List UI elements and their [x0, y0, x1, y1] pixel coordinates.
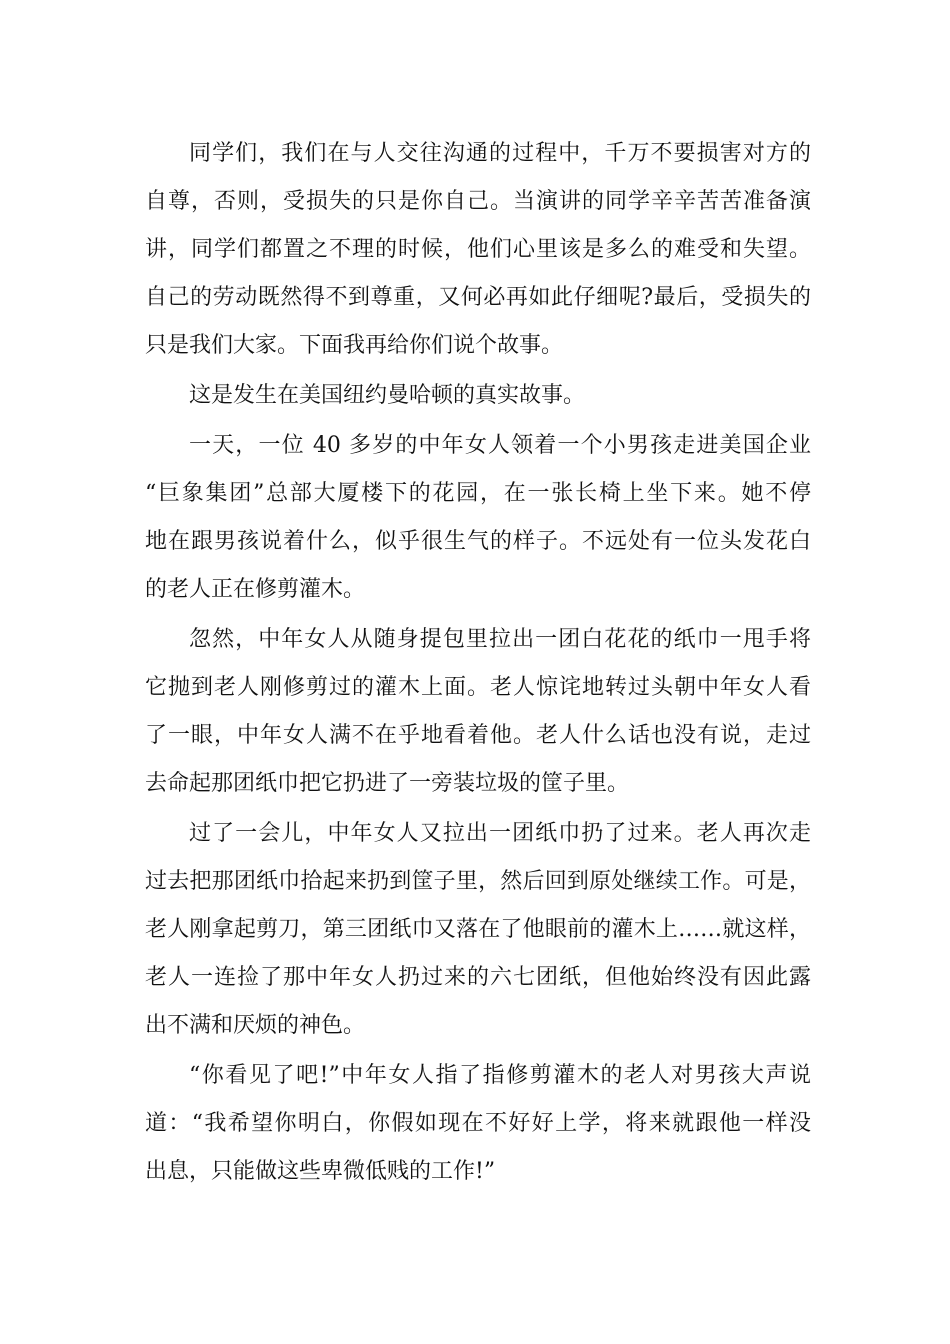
text-line: 自尊，否则，受损失的只是你自己。当演讲的同学辛辛苦苦准备演 — [145, 189, 811, 214]
text-line: 自己的劳动既然得不到尊重，又何必再如此仔细呢?最后，受损失的 — [145, 285, 811, 310]
text-line: 老人刚拿起剪刀，第三团纸巾又落在了他眼前的灌木上……就这样， — [145, 917, 811, 942]
paragraph-1 — [145, 130, 811, 370]
text-line: 忽然，中年女人从随身提包里拉出一团白花花的纸巾一甩手将 — [189, 627, 811, 652]
text-line: 讲，同学们都置之不理的时候，他们心里该是多么的难受和失望。 — [145, 237, 811, 262]
text-line: “你看见了吧!”中年女人指了指修剪灌木的老人对男孩大声说 — [189, 1063, 811, 1088]
text-line: 地在跟男孩说着什么，似乎很生气的样子。不远处有一位头发花白 — [145, 529, 811, 554]
paragraph-4 — [145, 616, 811, 808]
text-line: 道：“我希望你明白，你假如现在不好好上学，将来就跟他一样没 — [145, 1111, 811, 1136]
text-line: 同学们，我们在与人交往沟通的过程中，千万不要损害对方的 — [189, 141, 811, 166]
paragraph-2 — [145, 372, 811, 420]
text-line: “巨象集团”总部大厦楼下的花园，在一张长椅上坐下来。她不停 — [145, 481, 811, 506]
paragraph-3 — [145, 422, 811, 614]
text-line: 的老人正在修剪灌木。 — [145, 577, 366, 602]
paragraph-5 — [145, 810, 811, 1050]
text-line: 过了一会儿，中年女人又拉出一团纸巾扔了过来。老人再次走 — [189, 821, 811, 846]
text-line: 出息，只能做这些卑微低贱的工作!” — [145, 1159, 496, 1184]
text-line: 这是发生在美国纽约曼哈顿的真实故事。 — [189, 383, 586, 408]
text-line: 去命起那团纸巾把它扔进了一旁装垃圾的筐子里。 — [145, 771, 630, 796]
text-line: 出不满和厌烦的神色。 — [145, 1013, 366, 1038]
text-line: 老人一连捡了那中年女人扔过来的六七团纸，但他始终没有因此露 — [145, 965, 811, 990]
text-line: 一天，一位 40 多岁的中年女人领着一个小男孩走进美国企业 — [189, 433, 811, 458]
paragraph-6 — [145, 1052, 811, 1196]
text-line: 它抛到老人刚修剪过的灌木上面。老人惊诧地转过头朝中年女人看 — [145, 675, 811, 700]
text-line: 了一眼，中年女人满不在乎地看着他。老人什么话也没有说，走过 — [145, 723, 811, 748]
text-line: 只是我们大家。下面我再给你们说个故事。 — [145, 333, 564, 358]
document-body — [145, 130, 811, 1198]
text-line: 过去把那团纸巾拾起来扔到筐子里，然后回到原处继续工作。可是， — [145, 869, 811, 894]
